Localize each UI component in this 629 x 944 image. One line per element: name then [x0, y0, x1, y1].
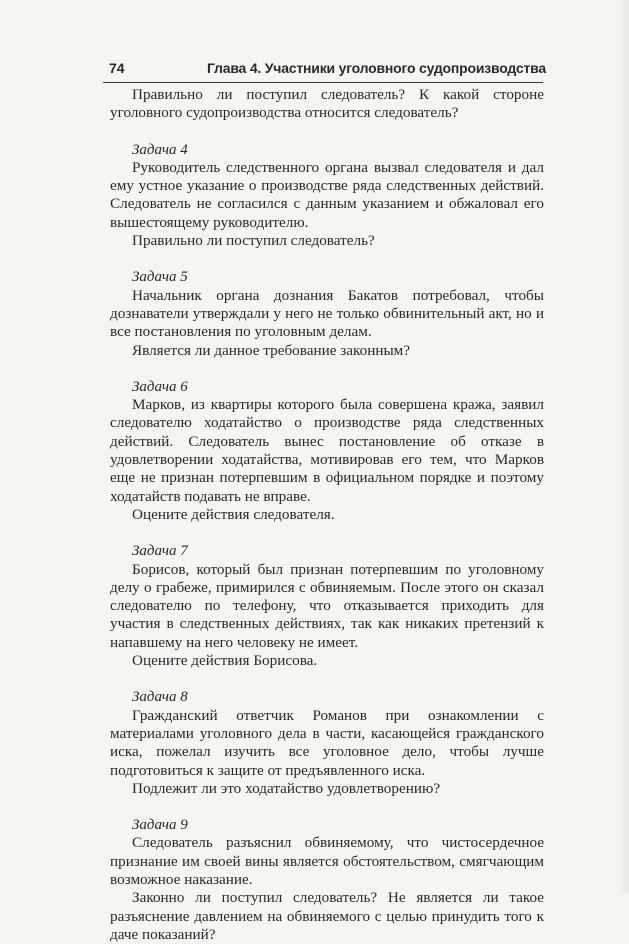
task-9	[110, 816, 544, 944]
task-question: Является ли данное требование законным?	[132, 341, 411, 359]
task-title: Задача 6	[132, 378, 188, 395]
task-question: Законно ли поступил следователь? Не является ли такое разъяснение давлением на обвиняемого с целью принудить того к даче показаний?	[110, 889, 544, 943]
task-8	[110, 688, 544, 798]
task-title: Задача 9	[132, 817, 188, 834]
task-paragraph: Гражданский ответчик Романов при ознакомлении с материалами уголовного дела в части, касающейся гражданского иска, пожелал изучить все уголовное дело, чтобы лучше подготовиться к защите от предъявленного иска.	[110, 706, 544, 779]
task-6	[110, 378, 544, 524]
task-question: Подлежит ли это ходатайство удовлетворению?	[132, 779, 441, 797]
running-head	[103, 58, 546, 83]
task-paragraph: Борисов, который был признан потерпевшим по уголовному делу о грабеже, примирился с обвиняемым. После этого он сказал следователю по телефону, что отказывается приходить для участия в следственных действиях, так как никаких претензий к напавшему на него человеку не имеет.	[110, 560, 544, 651]
task-title: Задача 4	[132, 141, 188, 158]
task-question: Оцените действия Борисова.	[132, 652, 318, 670]
page-body	[110, 86, 544, 944]
scan-edge-shadow	[619, 0, 629, 893]
task-7	[110, 542, 544, 670]
task-question: Правильно ли поступил следователь?	[132, 232, 375, 250]
task-question: Оцените действия следователя.	[132, 505, 335, 523]
chapter-title: Глава 4. Участники уголовного судопроизводства	[207, 60, 546, 76]
intro-paragraph: Правильно ли поступил следователь? К какой стороне уголовного судопроизводства относится следователь?	[110, 86, 544, 122]
task-title: Задача 7	[132, 543, 188, 560]
task-paragraph: Начальник органа дознания Бакатов потребовал, чтобы дознаватели утверждали у него не только обвинительный акт, но и все постановления по уголовным делам.	[110, 286, 544, 341]
page-number: 74	[109, 60, 125, 76]
task-paragraph: Руководитель следственного органа вызвал следователя и дал ему устное указание о производстве ряда следственных действий. Следователь не согласился с данным указанием и обжаловал его вышестоящему руководителю.	[110, 158, 544, 231]
task-title: Задача 8	[132, 689, 188, 706]
task-4	[110, 141, 544, 251]
task-5	[110, 268, 544, 359]
task-title: Задача 5	[132, 269, 188, 286]
task-paragraph: Следователь разъяснил обвиняемому, что чистосердечное признание им своей вины является обстоятельством, смягчающим возможное наказание.	[110, 834, 544, 888]
task-paragraph: Марков, из квартиры которого была совершена кража, заявил следователю ходатайство о производстве ряда следственных действий. Следователь вынес постановление об отказе в удовлетворении ходатайства, мотивировав его тем, что Марков еще не признан потерпевшим в официальном порядке и поэтому ходатайств подавать не вправе.	[110, 396, 544, 505]
